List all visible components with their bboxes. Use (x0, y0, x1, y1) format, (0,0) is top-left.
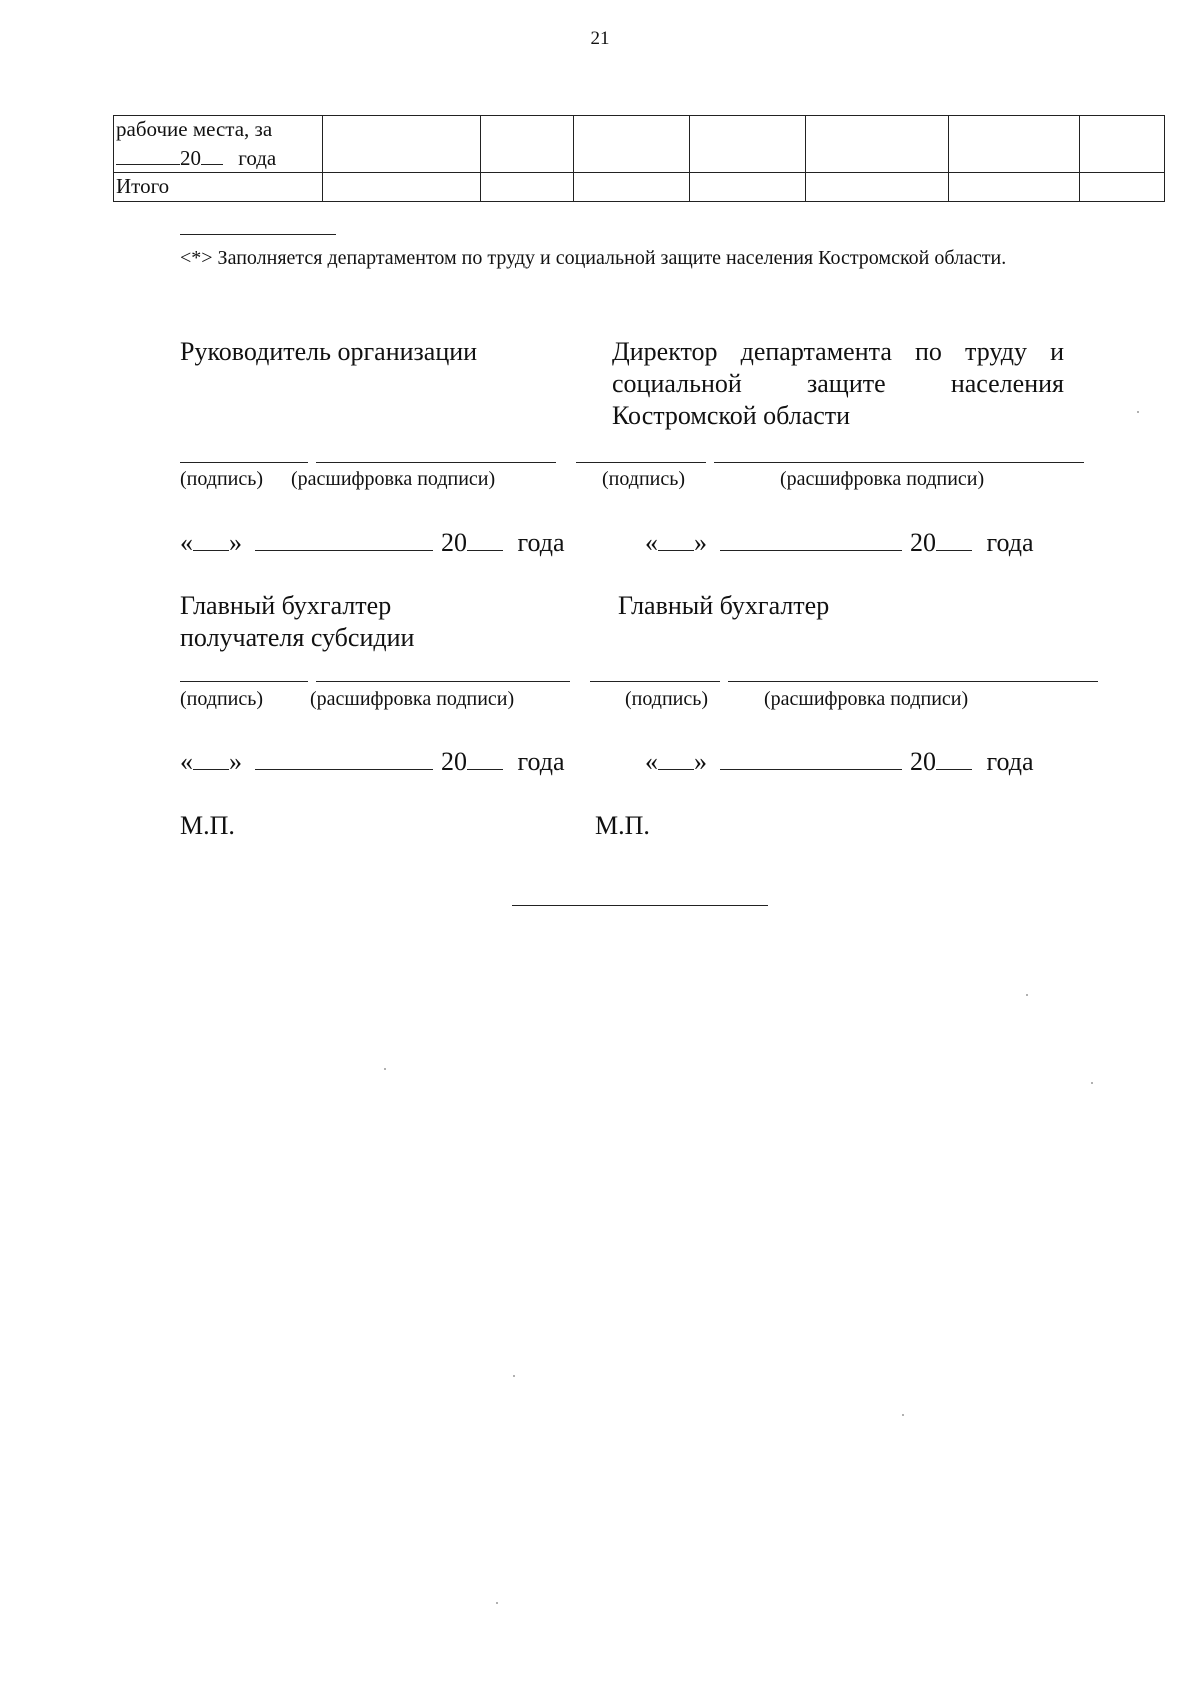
date-open-quote: « (180, 747, 193, 776)
footnote: <*> Заполняется департаментом по труду и социальной защите населения Костромской области. (180, 247, 1007, 269)
date-year: 20 (910, 747, 936, 776)
right-stamp-place: М.П. (595, 811, 650, 840)
left-accountant-date-line (180, 746, 565, 778)
left-sign-caption: (подпись) (180, 468, 264, 490)
end-rule (512, 905, 768, 906)
year-blank (936, 528, 972, 551)
date-open-quote: « (645, 747, 658, 776)
table-cell (481, 173, 574, 202)
date-suffix: года (517, 528, 565, 557)
scan-speck (1137, 411, 1139, 413)
left-accountant-title (180, 590, 414, 654)
date-open-quote: « (645, 528, 658, 557)
date-year: 20 (441, 747, 467, 776)
year-blank-suffix (201, 142, 223, 165)
day-blank (658, 747, 694, 770)
left-head-title: Руководитель организации (180, 337, 478, 366)
right-accountant-sign-caption: (подпись) (625, 688, 709, 710)
left-decode-caption: (расшифровка подписи) (291, 468, 496, 490)
date-year: 20 (441, 528, 467, 557)
table-cell-label (114, 173, 323, 202)
left-accountant-sign-caption: (подпись) (180, 688, 264, 710)
year-blank-prefix (116, 142, 180, 165)
day-blank (193, 528, 229, 551)
year-blank (936, 747, 972, 770)
table-cell (806, 116, 949, 173)
row-label-line1: рабочие места, за (116, 117, 273, 141)
date-suffix: года (517, 747, 565, 776)
date-close-quote: » (694, 747, 707, 776)
row-total-label: Итого (116, 174, 170, 198)
right-sign-caption: (подпись) (602, 468, 686, 490)
table-cell (690, 116, 806, 173)
scan-speck (496, 1602, 498, 1604)
left-signature-line (180, 462, 308, 463)
table-cell (323, 116, 481, 173)
left-accountant-line1: Главный бухгалтер (180, 591, 392, 620)
left-decode-line (316, 462, 556, 463)
page-number: 21 (590, 28, 610, 49)
row-label-year: 20 (180, 146, 201, 170)
table-cell (1080, 116, 1165, 173)
year-blank (467, 747, 503, 770)
left-stamp-place: М.П. (180, 811, 235, 840)
right-head-title (612, 336, 1064, 432)
left-date-line (180, 527, 565, 559)
table-cell (574, 173, 690, 202)
month-blank (255, 528, 433, 551)
right-signature-line (576, 462, 706, 463)
right-accountant-date-line (645, 746, 1034, 778)
day-blank (658, 528, 694, 551)
table-cell-label (114, 116, 323, 173)
date-close-quote: » (694, 528, 707, 557)
scan-speck (1026, 994, 1028, 996)
table-cell (949, 116, 1080, 173)
table-row (114, 116, 1165, 173)
right-head-line3: Костромской области (612, 401, 851, 430)
month-blank (720, 747, 902, 770)
right-accountant-decode-line (728, 681, 1098, 682)
right-decode-line (714, 462, 1084, 463)
left-accountant-line2: получателя субсидии (180, 623, 415, 652)
table-cell (574, 116, 690, 173)
data-table (113, 115, 1165, 202)
table-row (114, 173, 1165, 202)
table-cell (481, 116, 574, 173)
month-blank (255, 747, 433, 770)
scan-speck (1091, 1082, 1093, 1084)
right-accountant-signature-line (590, 681, 720, 682)
row-label-suffix: года (238, 146, 277, 170)
date-open-quote: « (180, 528, 193, 557)
footnote-separator (180, 234, 336, 235)
scan-speck (902, 1414, 904, 1416)
row-label-line2 (114, 142, 322, 171)
date-year: 20 (910, 528, 936, 557)
table-cell (1080, 173, 1165, 202)
left-accountant-decode-caption: (расшифровка подписи) (310, 688, 515, 710)
right-accountant-title: Главный бухгалтер (618, 591, 830, 620)
table-cell (323, 173, 481, 202)
table-cell (949, 173, 1080, 202)
left-accountant-decode-line (316, 681, 570, 682)
table-cell (806, 173, 949, 202)
month-blank (720, 528, 902, 551)
scan-speck (513, 1375, 515, 1377)
right-decode-caption: (расшифровка подписи) (780, 468, 985, 490)
left-accountant-signature-line (180, 681, 308, 682)
date-suffix: года (986, 528, 1034, 557)
date-suffix: года (986, 747, 1034, 776)
date-close-quote: » (229, 528, 242, 557)
right-head-line1: Директор департамента по труду и (612, 337, 1064, 366)
year-blank (467, 528, 503, 551)
date-close-quote: » (229, 747, 242, 776)
table-cell (690, 173, 806, 202)
right-date-line (645, 527, 1034, 559)
right-accountant-decode-caption: (расшифровка подписи) (764, 688, 969, 710)
right-head-line2: социальной защите населения (612, 369, 1064, 398)
day-blank (193, 747, 229, 770)
scan-speck (384, 1068, 386, 1070)
